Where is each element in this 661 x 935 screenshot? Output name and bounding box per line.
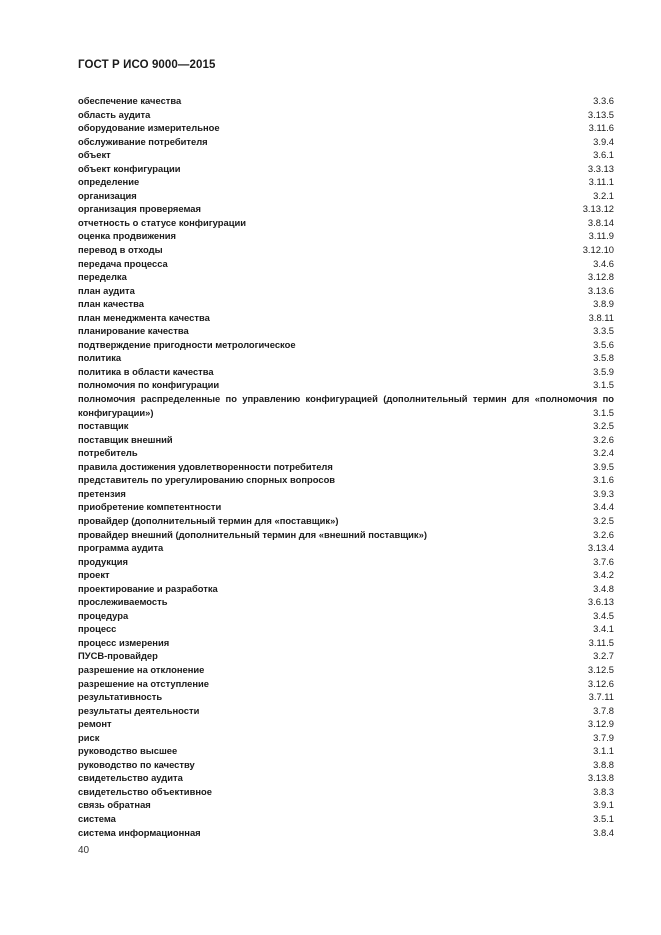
index-term: объект <box>78 149 111 161</box>
index-reference: 3.8.8 <box>593 758 614 770</box>
index-reference: 3.7.11 <box>588 691 614 703</box>
index-term: обслуживание потребителя <box>78 135 208 147</box>
index-term: провайдер (дополнительный термин для «поставщик») <box>78 514 339 526</box>
index-term: план качества <box>78 298 144 310</box>
index-reference: 3.4.6 <box>593 257 614 269</box>
index-term: связь обратная <box>78 799 151 811</box>
index-term: программа аудита <box>78 542 164 554</box>
index-reference: 3.2.5 <box>593 420 614 432</box>
index-reference: 3.11.1 <box>588 176 614 188</box>
index-term: свидетельство объективное <box>78 785 212 797</box>
page-number: 40 <box>78 845 90 856</box>
index-entry <box>78 270 614 284</box>
index-entry <box>78 446 614 460</box>
index-entry <box>78 311 614 325</box>
index-term: область аудита <box>78 108 151 120</box>
index-entry <box>78 473 614 487</box>
index-term: процесс <box>78 623 117 635</box>
index-entry <box>78 798 614 812</box>
index-entry <box>78 636 614 650</box>
index-reference: 3.8.9 <box>593 298 614 310</box>
index-entry <box>78 108 614 122</box>
index-term: правила достижения удовлетворенности потребителя <box>78 460 333 472</box>
document-header: ГОСТ Р ИСО 9000—2015 <box>78 59 216 71</box>
index-term: процесс измерения <box>78 636 170 648</box>
index-term: потребитель <box>78 447 138 459</box>
index-entry <box>78 663 614 677</box>
index-entry <box>78 622 614 636</box>
index-entry <box>78 460 614 474</box>
index-reference: 3.5.8 <box>593 352 614 364</box>
index-term: прослеживаемость <box>78 596 168 608</box>
index-entry <box>78 717 614 731</box>
index-entry <box>78 284 614 298</box>
index-term: свидетельство аудита <box>78 772 183 784</box>
index-term: результативность <box>78 691 163 703</box>
index-term: политика в области качества <box>78 365 214 377</box>
index-entry <box>78 826 614 840</box>
index-reference: 3.4.5 <box>593 609 614 621</box>
index-term: поставщик <box>78 420 129 432</box>
index-term: претензия <box>78 487 126 499</box>
index-term: полномочия по конфигурации <box>78 379 220 391</box>
index-reference: 3.12.9 <box>587 718 614 730</box>
index-reference: 3.11.9 <box>588 230 614 242</box>
index-term: планирование качества <box>78 325 189 337</box>
index-reference: 3.7.8 <box>593 704 614 716</box>
index-term: система информационная <box>78 826 201 838</box>
index-reference: 3.2.7 <box>593 650 614 662</box>
index-entry <box>78 609 614 623</box>
index-term: обеспечение качества <box>78 95 182 106</box>
index-entry <box>78 324 614 338</box>
index-entry <box>78 419 614 433</box>
index-reference: 3.3.5 <box>593 325 614 337</box>
index-entry <box>78 297 614 311</box>
index-term: план аудита <box>78 284 135 296</box>
index-reference: 3.2.6 <box>593 528 614 540</box>
index-reference: 3.8.14 <box>587 216 614 228</box>
index-entry <box>78 487 614 501</box>
index-reference: 3.8.4 <box>593 826 614 838</box>
index-entry <box>78 202 614 216</box>
index-term: оборудование измерительное <box>78 122 220 134</box>
index-entry <box>78 216 614 230</box>
index-term: руководство высшее <box>78 745 178 757</box>
index-term: поставщик внешний <box>78 433 173 445</box>
index-reference: 3.3.6 <box>593 95 614 106</box>
index-entry <box>78 243 614 257</box>
index-entry <box>78 528 614 542</box>
index-entry <box>78 189 614 203</box>
index-term: руководство по качеству <box>78 758 195 770</box>
index-entry <box>78 677 614 691</box>
index-term: система <box>78 812 116 824</box>
index-reference: 3.8.11 <box>588 311 614 323</box>
index-reference: 3.13.6 <box>587 284 614 296</box>
index-reference: 3.4.4 <box>593 501 614 513</box>
index-reference: 3.11.6 <box>588 122 614 134</box>
index-entry <box>78 257 614 271</box>
index-reference: 3.6.13 <box>587 596 614 608</box>
index-entry <box>78 704 614 718</box>
index-term: ремонт <box>78 718 112 730</box>
index-reference: 3.2.1 <box>593 189 614 201</box>
index-entry <box>78 229 614 243</box>
index-reference: 3.13.5 <box>587 108 614 120</box>
index-term: отчетность о статусе конфигурации <box>78 216 246 228</box>
index-reference: 3.2.6 <box>593 433 614 445</box>
index-term: определение <box>78 176 140 188</box>
index-term: политика <box>78 352 122 364</box>
index-term: риск <box>78 731 100 743</box>
index-term: разрешение на отклонение <box>78 663 205 675</box>
index-reference: 3.1.1 <box>593 745 614 757</box>
index-term: ПУСВ-провайдер <box>78 650 158 662</box>
index-reference: 3.12.5 <box>587 663 614 675</box>
index-entry <box>78 378 614 392</box>
index-term: продукция <box>78 555 128 567</box>
index-entry <box>78 135 614 149</box>
index-entry <box>78 568 614 582</box>
index-entry <box>78 744 614 758</box>
index-reference: 3.2.5 <box>593 514 614 526</box>
index-entry <box>78 500 614 514</box>
index-entry <box>78 785 614 799</box>
index-term: процедура <box>78 609 129 621</box>
index-reference: 3.7.9 <box>593 731 614 743</box>
index-reference: 3.9.3 <box>593 487 614 499</box>
index-reference: 3.4.8 <box>593 582 614 594</box>
index-entry <box>78 514 614 528</box>
index-term: результаты деятельности <box>78 704 200 716</box>
index-reference: 3.12.10 <box>582 244 614 256</box>
index-term: организация проверяемая <box>78 203 201 215</box>
alphabetical-index <box>78 94 614 839</box>
index-reference: 3.1.5 <box>593 379 614 391</box>
index-term: объект конфигурации <box>78 162 181 174</box>
index-term: передача процесса <box>78 257 168 269</box>
index-entry <box>78 148 614 162</box>
index-entry <box>78 365 614 379</box>
index-entry <box>78 162 614 176</box>
index-term: переделка <box>78 271 127 283</box>
index-reference: 3.3.13 <box>587 162 614 174</box>
index-reference: 3.1.5 <box>593 406 614 418</box>
index-term: провайдер внешний (дополнительный термин для «внешний поставщик») <box>78 528 427 540</box>
index-entry <box>78 731 614 745</box>
index-reference: 3.6.1 <box>593 149 614 161</box>
index-reference: 3.7.6 <box>593 555 614 567</box>
index-term: перевод в отходы <box>78 244 163 256</box>
index-entry <box>78 758 614 772</box>
index-reference: 3.13.12 <box>582 203 614 215</box>
index-term: проект <box>78 569 110 581</box>
index-entry <box>78 121 614 135</box>
index-entry <box>78 690 614 704</box>
index-reference: 3.4.2 <box>593 569 614 581</box>
index-term: план менеджмента качества <box>78 311 210 323</box>
index-entry <box>78 338 614 352</box>
index-reference: 3.12.8 <box>587 271 614 283</box>
index-entry <box>78 351 614 365</box>
index-reference: 3.2.4 <box>593 447 614 459</box>
index-reference: 3.11.5 <box>588 636 614 648</box>
index-reference: 3.5.1 <box>593 812 614 824</box>
index-entry <box>78 771 614 785</box>
index-reference: 3.12.6 <box>587 677 614 689</box>
index-entry <box>78 541 614 555</box>
index-term: подтверждение пригодности метрологическое <box>78 338 296 350</box>
index-term: приобретение компетентности <box>78 501 222 513</box>
index-reference: 3.13.8 <box>587 772 614 784</box>
index-term: представитель по урегулированию спорных вопросов <box>78 474 336 486</box>
index-reference: 3.4.1 <box>593 623 614 635</box>
index-entry <box>78 175 614 189</box>
index-entry <box>78 595 614 609</box>
index-term: оценка продвижения <box>78 230 176 242</box>
index-entry <box>78 649 614 663</box>
index-entry <box>78 392 614 419</box>
index-term: организация <box>78 189 137 201</box>
index-reference: 3.9.4 <box>593 135 614 147</box>
index-entry <box>78 433 614 447</box>
index-entry <box>78 582 614 596</box>
index-reference: 3.1.6 <box>593 474 614 486</box>
index-reference: 3.5.6 <box>593 338 614 350</box>
index-term: проектирование и разработка <box>78 582 218 594</box>
index-entry <box>78 94 614 108</box>
index-term: полномочия распределенные по управлению конфигурацией (дополнительный термин для «полномочия по конфигурации») <box>78 393 614 418</box>
index-reference: 3.9.1 <box>593 799 614 811</box>
index-reference: 3.9.5 <box>593 460 614 472</box>
index-reference: 3.13.4 <box>587 542 614 554</box>
index-entry <box>78 812 614 826</box>
index-term: разрешение на отступление <box>78 677 209 689</box>
index-reference: 3.8.3 <box>593 785 614 797</box>
index-entry <box>78 555 614 569</box>
index-reference: 3.5.9 <box>593 365 614 377</box>
